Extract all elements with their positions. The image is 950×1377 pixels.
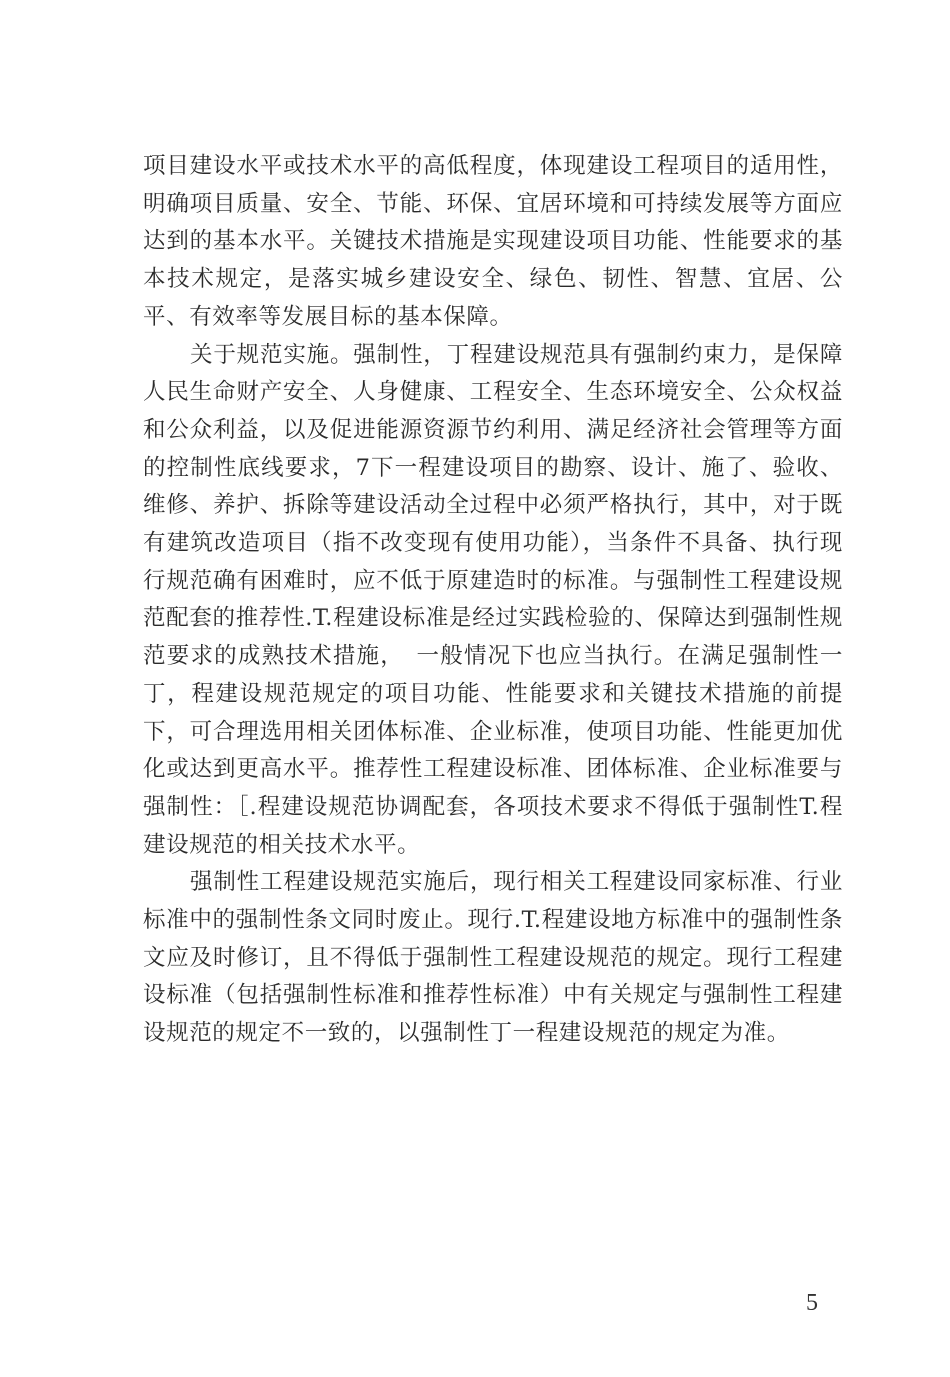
body-text (143, 148, 843, 1053)
paragraph-implementation: 关于规范实施。强制性，丁程建设规范具有强制约束力，是保障人民生命财产安全、人身健康、工程安全、生态环境安全、公众权益和公众利益，以及促进能源资源节约利用、满足经济社会管理等方面的控制性底线要求，7下一程建设项目的勘察、设计、施了、验收、维修、养护、拆除等建设活动全过程中必须严格执行，其中，对于既有建筑改造项目（指不改变现有使用功能），当条件不具备、执行现行规范确有困难时，应不低于原建造时的标准。与强制性工程建设规范配套的推荐性.T.程建设标准是经过实践检验的、保障达到强制性规范要求的成熟技术措施， 一般情况下也应当执行。在满足强制性一丁，程建设规范规定的项目功能、性能要求和关键技术措施的前提下，可合理选用相关团体标准、企业标准，使项目功能、性能更加优化或达到更高水平。推荐性工程建设标准、团体标准、企业标准要与强制性：［.程建设规范协调配套，各项技术要求不得低于强制性T.程建设规范的相关技术水平。 (143, 341, 843, 858)
page-number: 5 (806, 1290, 818, 1316)
paragraph-continuation: 项目建设水平或技术水平的高低程度，体现建设工程项目的适用性，明确项目质量、安全、节能、环保、宜居环境和可持续发展等方面应达到的基本水平。关键技术措施是实现建设项目功能、性能要求的基本技术规定，是落实城乡建设安全、绿色、韧性、智慧、宜居、公平、有效率等发展目标的基本保障。 (143, 153, 843, 330)
paragraph-repeal: 强制性工程建设规范实施后，现行相关工程建设同家标准、行业标准中的强制性条文同时废止。现行.T.程建设地方标准中的强制性条文应及时修订，且不得低于强制性工程建设规范的规定。现行工程建设标准（包括强制性标准和推荐性标准）中有关规定与强制性工程建设规范的规定不一致的，以强制性丁一程建设规范的规定为准。 (143, 869, 843, 1047)
